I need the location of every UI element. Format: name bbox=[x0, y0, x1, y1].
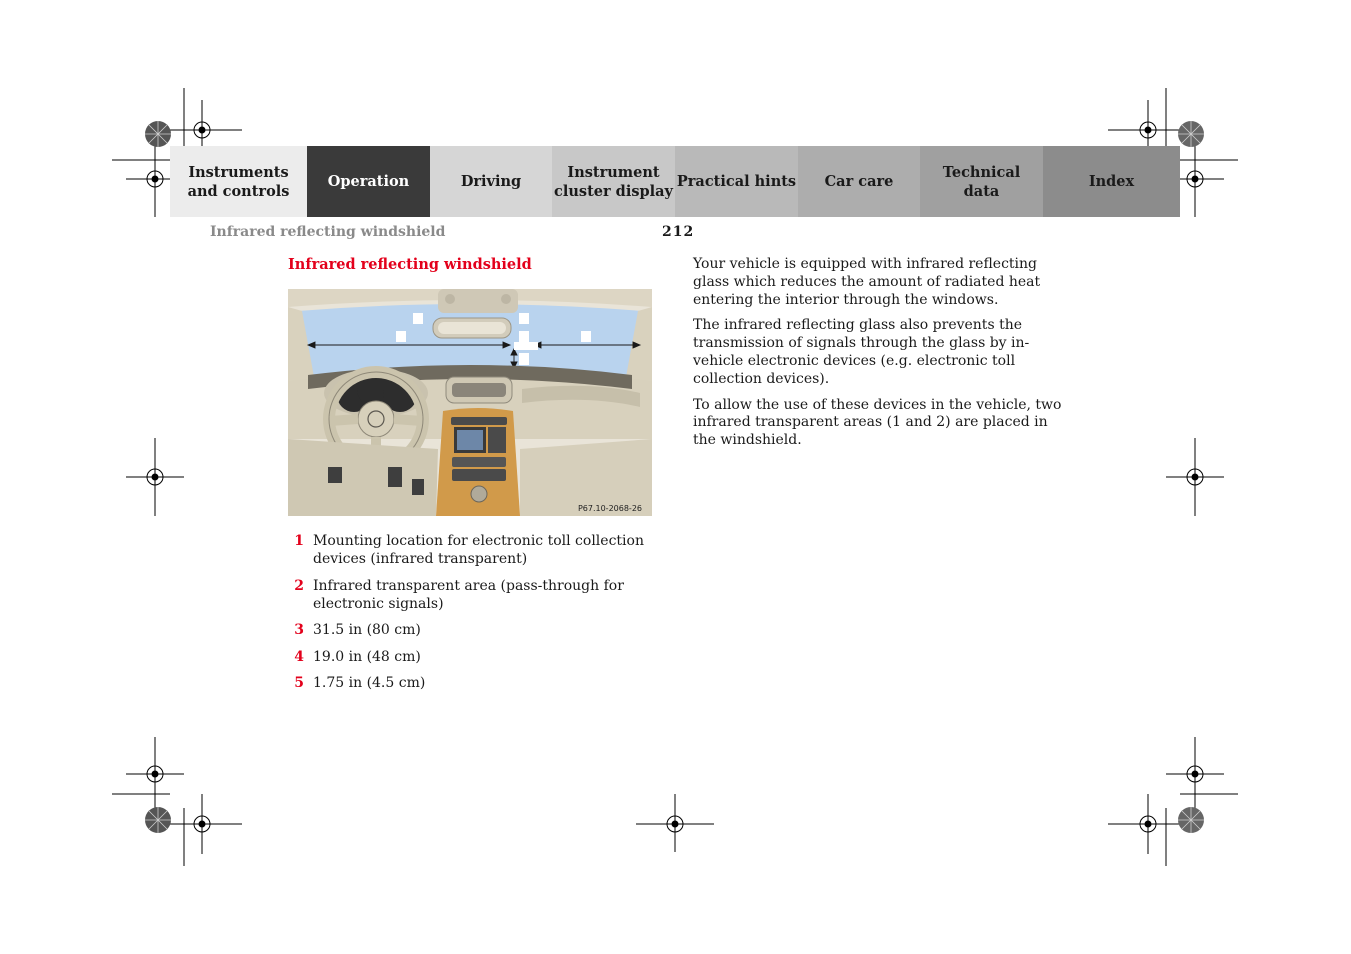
tab-operation[interactable]: Operation bbox=[307, 146, 430, 217]
tab-index[interactable]: Index bbox=[1043, 146, 1180, 217]
legend-item bbox=[288, 577, 648, 613]
body-paragraph: Your vehicle is equipped with infrared reflecting glass which reduces the amount of radiated heat entering the interior through the windows. bbox=[693, 256, 1041, 308]
legend-text: 31.5 in (80 cm) bbox=[313, 622, 421, 638]
legend-text: Mounting location for electronic toll collection devices (infrared transparent) bbox=[313, 533, 644, 567]
legend-text: 1.75 in (4.5 cm) bbox=[313, 675, 426, 691]
legend-number: 1 bbox=[294, 533, 304, 549]
legend-number: 3 bbox=[294, 622, 304, 638]
legend-text: Infrared transparent area (pass-through for electronic signals) bbox=[313, 577, 624, 612]
legend-item bbox=[288, 648, 648, 666]
tab-car-care[interactable]: Car care bbox=[798, 146, 920, 217]
legend-item bbox=[288, 532, 648, 568]
tab-driving[interactable]: Driving bbox=[430, 146, 552, 217]
page-number: 212 bbox=[662, 224, 695, 240]
legend-text: 19.0 in (48 cm) bbox=[313, 648, 421, 665]
tab-practical-hints[interactable]: Practical hints bbox=[675, 146, 798, 217]
legend-number: 4 bbox=[294, 648, 304, 665]
legend-number: 2 bbox=[294, 577, 304, 594]
body-paragraph: To allow the use of these devices in the vehicle, two infrared transparent areas (1 and 2) are placed in the windshield. bbox=[693, 396, 1062, 449]
figure-code: P67.10-2068-26 bbox=[577, 504, 642, 513]
legend-item bbox=[288, 674, 648, 692]
running-head: Infrared reflecting windshield bbox=[210, 224, 446, 240]
section-title: Infrared reflecting windshield bbox=[288, 256, 532, 273]
tab-technical-data[interactable]: Technical data bbox=[920, 146, 1043, 217]
legend-item bbox=[288, 621, 648, 639]
windshield-figure bbox=[288, 289, 652, 516]
body-text bbox=[693, 256, 1063, 458]
tab-instrument-cluster-display[interactable]: Instrument cluster display bbox=[552, 146, 675, 217]
body-paragraph: The infrared reflecting glass also prevents the transmission of signals through the glass by in-vehicle electronic devices (e.g. electronic toll collection devices). bbox=[693, 317, 1030, 387]
figure-legend bbox=[288, 532, 648, 701]
car-interior-illustration bbox=[288, 289, 652, 516]
tab-instruments-and-controls[interactable]: Instruments and controls bbox=[170, 146, 307, 217]
legend-number: 5 bbox=[294, 675, 304, 691]
chapter-tab-bar bbox=[170, 146, 1180, 217]
